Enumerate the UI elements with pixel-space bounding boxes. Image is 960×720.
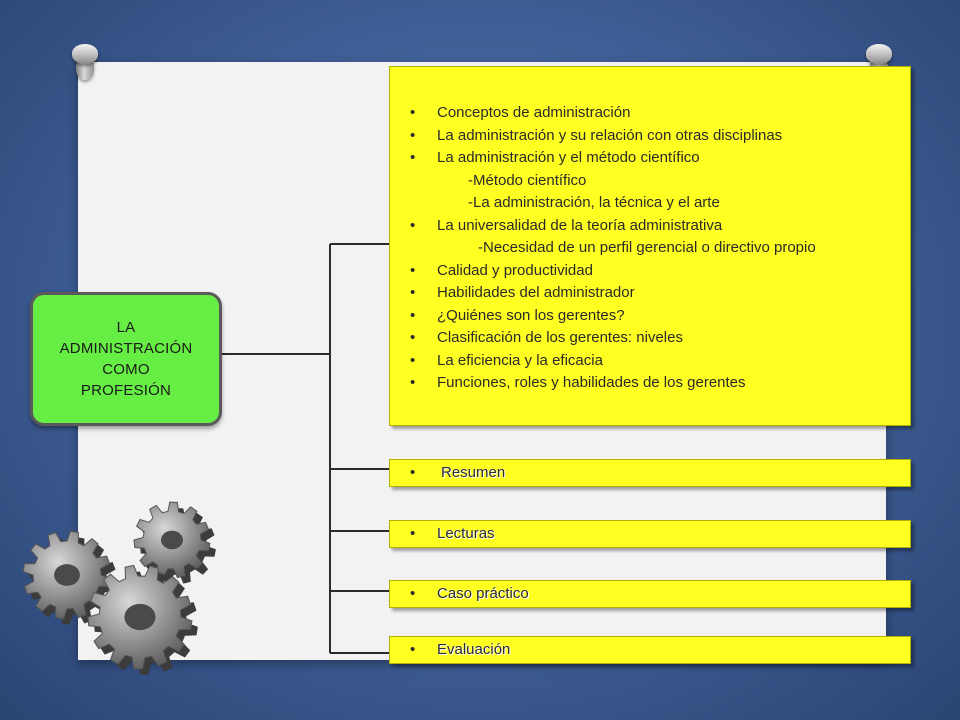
gears-icon bbox=[22, 495, 232, 695]
topics-box bbox=[389, 66, 911, 426]
section-resumen[interactable]: • Resumen bbox=[389, 459, 911, 487]
topic-item: • La universalidad de la teoría administrativa bbox=[410, 215, 900, 238]
topic-item: -Necesidad de un perfil gerencial o directivo propio bbox=[478, 239, 816, 256]
section-label: Resumen bbox=[441, 464, 506, 481]
topic-item: • Conceptos de administración bbox=[410, 102, 900, 125]
topic-item: • La administración y el método científico bbox=[410, 147, 900, 170]
topic-item: • La administración y su relación con otras disciplinas bbox=[410, 125, 900, 148]
topic-item: • Funciones, roles y habilidades de los gerentes bbox=[410, 372, 900, 395]
topic-item: • Calidad y productividad bbox=[410, 260, 900, 283]
topic-item: -Método científico bbox=[468, 171, 587, 189]
section-label: Evaluación bbox=[437, 641, 511, 658]
gear-hole bbox=[124, 604, 155, 630]
section-lecturas[interactable]: • Lecturas bbox=[389, 520, 911, 548]
topic-list bbox=[410, 102, 900, 395]
section-label: Caso práctico bbox=[437, 585, 529, 602]
topic-item: • Clasificación de los gerentes: niveles bbox=[410, 327, 900, 350]
section-label: Lecturas bbox=[437, 525, 495, 542]
main-topic-box bbox=[30, 292, 222, 426]
section-evaluacion[interactable]: • Evaluación bbox=[389, 636, 911, 664]
main-topic-title: LA ADMINISTRACIÓN COMO PROFESIÓN bbox=[59, 319, 193, 399]
topic-item: -La administración, la técnica y el arte bbox=[468, 194, 720, 211]
gear-hole bbox=[54, 564, 80, 586]
topic-item: • Habilidades del administrador bbox=[410, 282, 900, 305]
topic-item: • ¿Quiénes son los gerentes? bbox=[410, 305, 900, 328]
topic-item: • La eficiencia y la eficacia bbox=[410, 350, 900, 373]
gear-hole bbox=[161, 531, 183, 550]
section-caso-practico[interactable]: • Caso práctico bbox=[389, 580, 911, 608]
